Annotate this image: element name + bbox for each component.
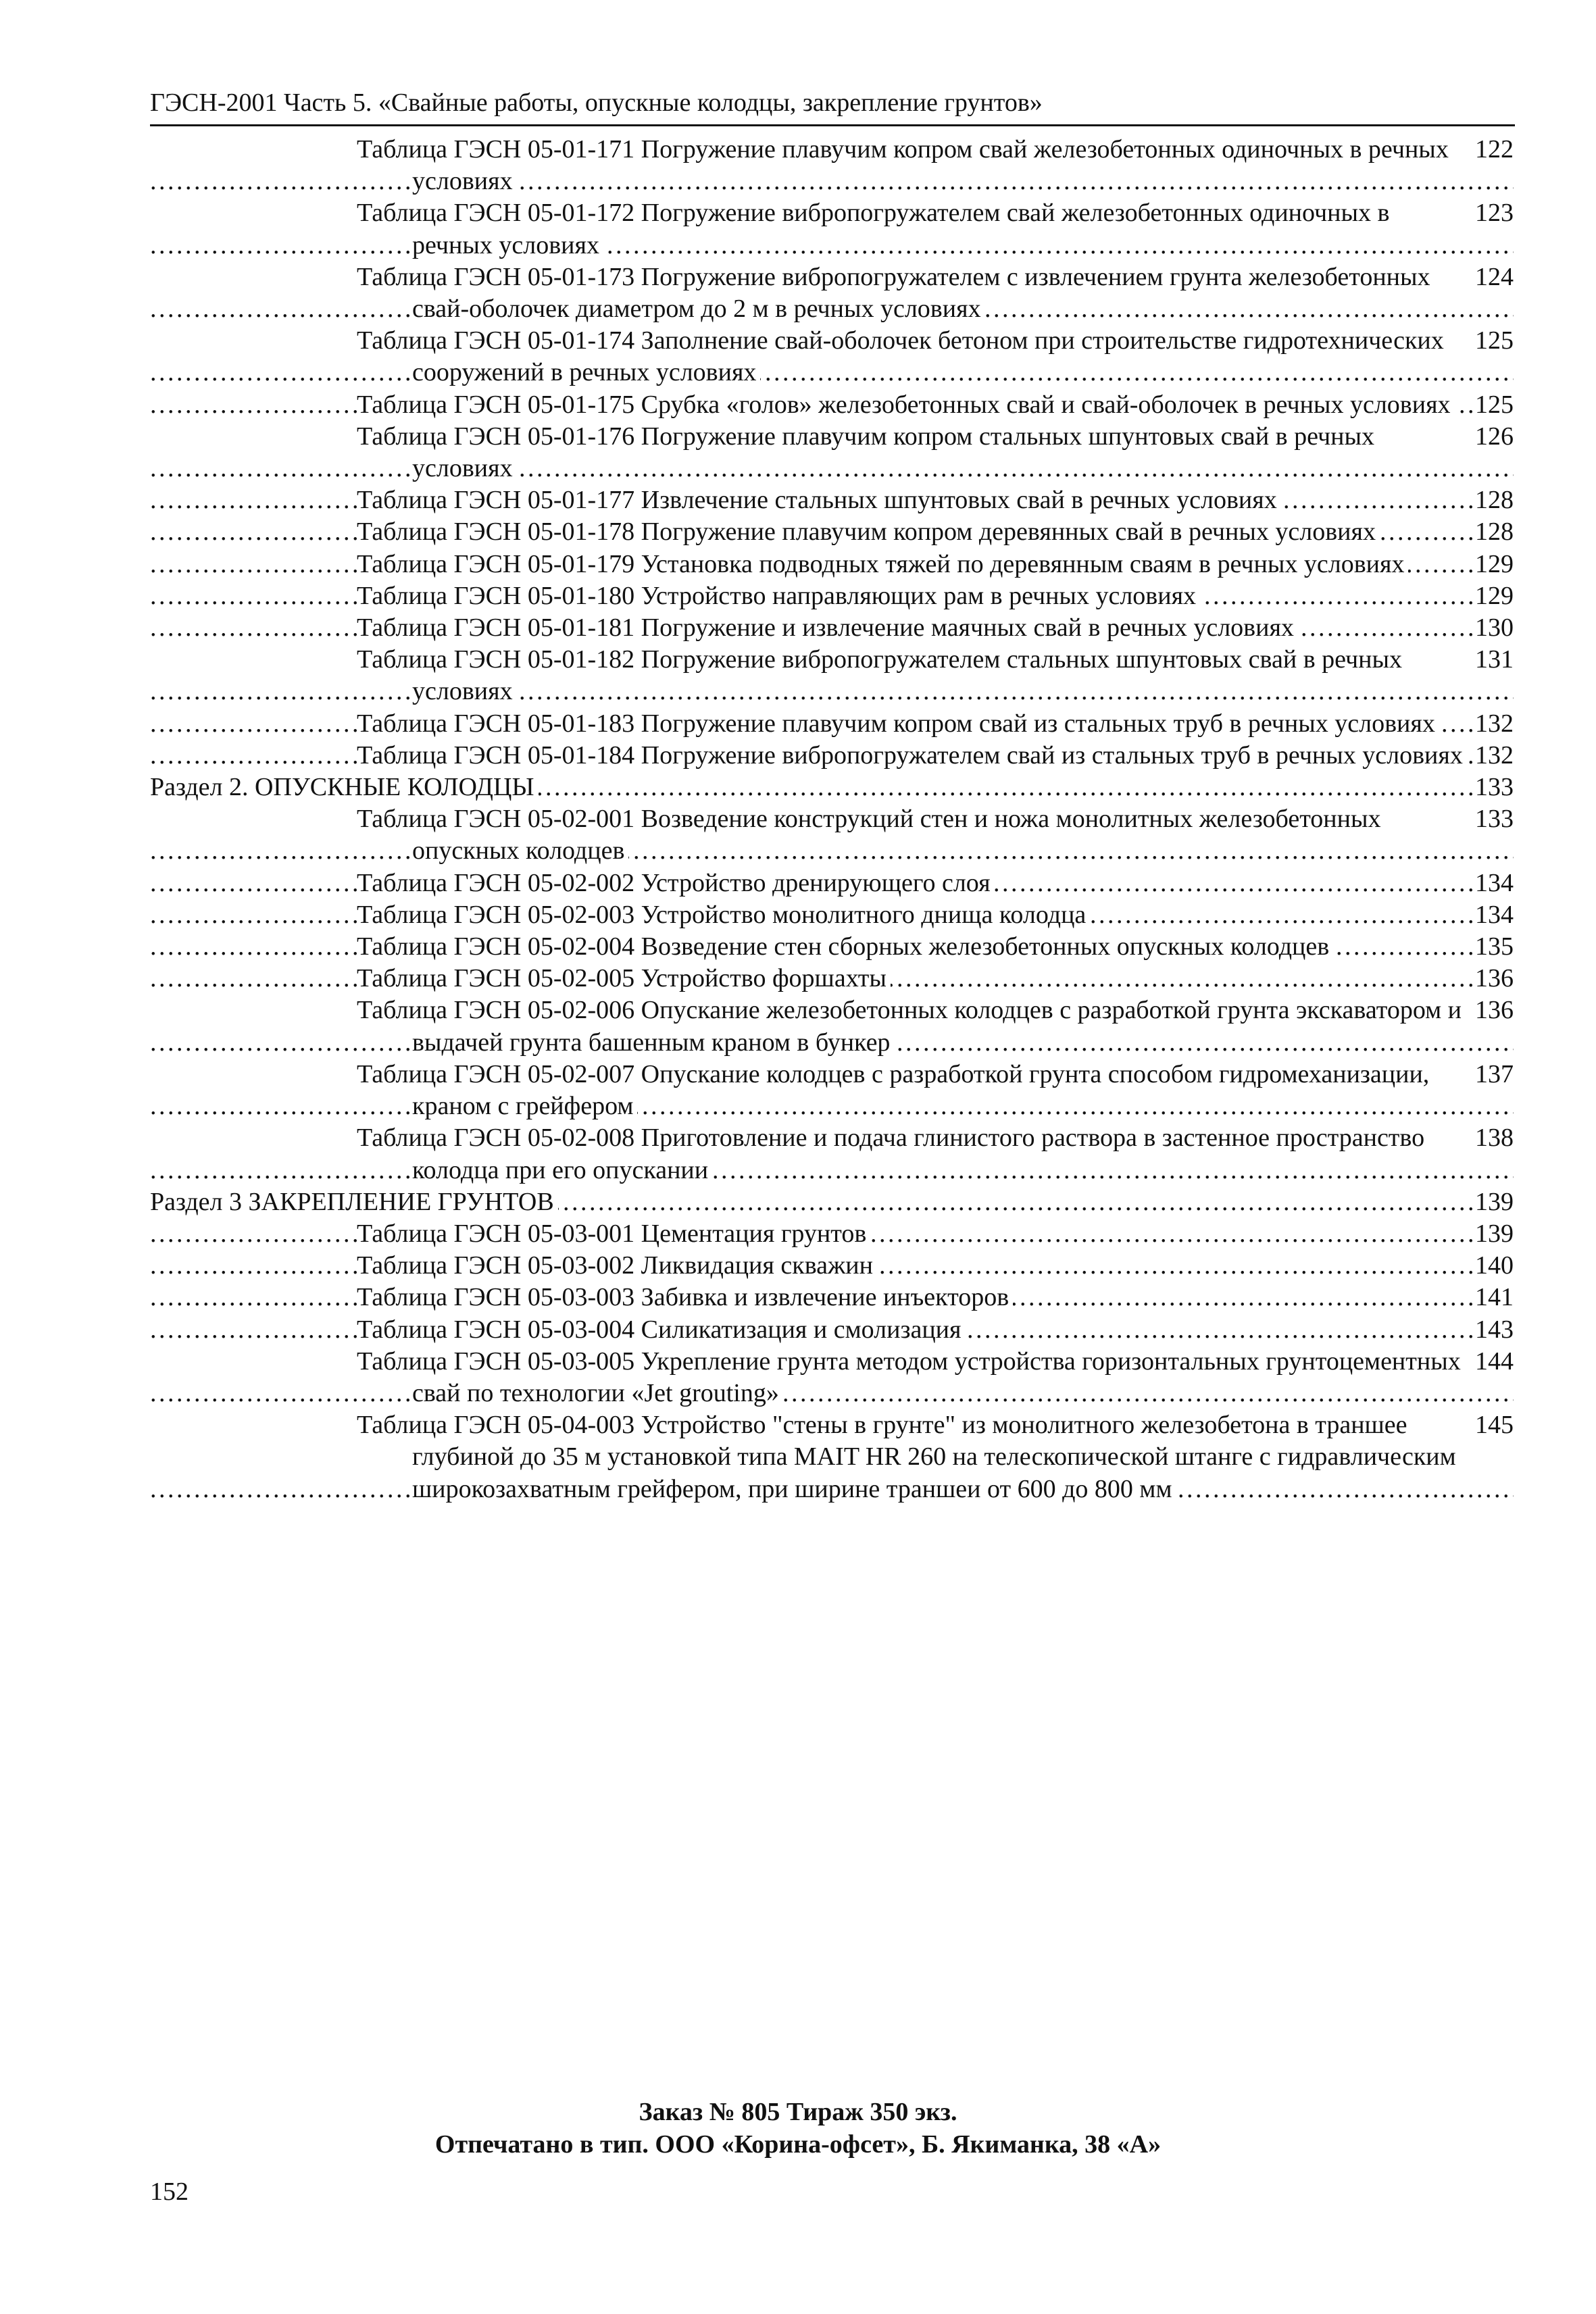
toc-page-number: 129 bbox=[1472, 549, 1514, 580]
toc-entry-title: Таблица ГЭСН 05-01-172 Погружение вибропогружателем свай железобетонных одиночных в речных условиях bbox=[357, 199, 1390, 259]
toc-page-number: 143 bbox=[1472, 1314, 1514, 1346]
toc-page-number: 139 bbox=[1472, 1218, 1514, 1250]
toc-entry-title: Таблица ГЭСН 05-03-001 Цементация грунтов bbox=[357, 1219, 870, 1248]
toc-table-entry bbox=[150, 899, 1514, 931]
toc-page-number: 132 bbox=[1472, 740, 1514, 772]
toc-entry-title: Таблица ГЭСН 05-03-004 Силикатизация и смолизация bbox=[357, 1315, 965, 1344]
toc-table-entry bbox=[150, 1122, 1514, 1186]
toc-page-number: 128 bbox=[1472, 484, 1514, 516]
toc-table-entry bbox=[150, 1059, 1514, 1122]
toc-table-entry bbox=[150, 197, 1514, 261]
toc-table-entry bbox=[150, 1218, 1514, 1250]
page-number: 152 bbox=[150, 2178, 189, 2206]
toc-table-entry bbox=[150, 740, 1514, 772]
table-of-contents bbox=[150, 134, 1514, 1505]
toc-table-entry bbox=[150, 995, 1514, 1058]
toc-table-entry bbox=[150, 1409, 1514, 1505]
toc-entry-title: Таблица ГЭСН 05-01-178 Погружение плавучим копром деревянных свай в речных условиях bbox=[357, 518, 1380, 546]
toc-entry-title: Таблица ГЭСН 05-03-002 Ликвидация скважин bbox=[357, 1251, 877, 1280]
toc-entry-title: Таблица ГЭСН 05-02-003 Устройство монолитного днища колодца bbox=[357, 901, 1090, 929]
toc-page-number: 130 bbox=[1472, 612, 1514, 644]
toc-entry-title: Таблица ГЭСН 05-01-179 Установка подводных тяжей по деревянным сваям в речных условиях bbox=[357, 550, 1408, 578]
toc-page-number: 135 bbox=[1472, 931, 1514, 963]
toc-page-number: 145 bbox=[1472, 1409, 1514, 1441]
toc-page-number: 139 bbox=[1472, 1186, 1514, 1218]
toc-table-entry bbox=[150, 421, 1514, 484]
toc-page-number: 144 bbox=[1472, 1346, 1514, 1378]
toc-page-number: 122 bbox=[1472, 134, 1514, 166]
toc-entry-title: Раздел 2. ОПУСКНЫЕ КОЛОДЦЫ bbox=[150, 773, 539, 801]
toc-entry-title: Таблица ГЭСН 05-02-001 Возведение конструкций стен и ножа монолитных железобетонных опускных колодцев bbox=[357, 805, 1381, 865]
toc-page-number: 123 bbox=[1472, 197, 1514, 229]
toc-table-entry bbox=[150, 134, 1514, 197]
toc-page-number: 126 bbox=[1472, 421, 1514, 453]
toc-page-number: 128 bbox=[1472, 516, 1514, 548]
running-header: ГЭСН-2001 Часть 5. «Свайные работы, опускные колодцы, закрепление грунтов» bbox=[150, 89, 1043, 117]
toc-page-number: 125 bbox=[1472, 389, 1514, 421]
toc-table-entry bbox=[150, 389, 1514, 421]
toc-page-number: 133 bbox=[1472, 803, 1514, 835]
toc-entry-title: Таблица ГЭСН 05-02-004 Возведение стен сборных железобетонных опускных колодцев bbox=[357, 932, 1333, 961]
toc-entry-title: Таблица ГЭСН 05-01-176 Погружение плавучим копром стальных шпунтовых свай в речных условиях bbox=[357, 422, 1375, 483]
toc-table-entry bbox=[150, 644, 1514, 707]
toc-table-entry bbox=[150, 963, 1514, 995]
toc-page-number: 138 bbox=[1472, 1122, 1514, 1154]
toc-page-number: 132 bbox=[1472, 708, 1514, 740]
toc-entry-title: Таблица ГЭСН 05-01-175 Срубка «голов» железобетонных свай и свай-оболочек в речных условиях bbox=[357, 391, 1455, 419]
toc-entry-title: Таблица ГЭСН 05-01-177 Извлечение стальных шпунтовых свай в речных условиях bbox=[357, 486, 1281, 514]
toc-entry-title: Таблица ГЭСН 05-03-005 Укрепление грунта методом устройства горизонтальных грунтоцементных свай по технологии «Jet grouting» bbox=[357, 1347, 1461, 1407]
toc-table-entry bbox=[150, 612, 1514, 644]
toc-table-entry bbox=[150, 867, 1514, 899]
toc-entry-title: Таблица ГЭСН 05-01-173 Погружение вибропогружателем с извлечением грунта железобетонных свай-оболочек диаметром до 2 м в речных условиях bbox=[357, 262, 1430, 324]
toc-table-entry bbox=[150, 484, 1514, 516]
toc-table-entry bbox=[150, 803, 1514, 867]
toc-page-number: 133 bbox=[1472, 772, 1514, 803]
toc-entry-title: Таблица ГЭСН 05-01-182 Погружение вибропогружателем стальных шпунтовых свай в речных условиях bbox=[357, 645, 1403, 706]
toc-entry-title: Таблица ГЭСН 05-01-174 Заполнение свай-оболочек бетоном при строительстве гидротехнических сооружений в речных условиях bbox=[357, 326, 1444, 387]
imprint-printer-line: Отпечатано в тип. ООО «Корина-офсет», Б. Якиманка, 38 «А» bbox=[434, 2130, 1162, 2159]
toc-table-entry bbox=[150, 549, 1514, 580]
toc-page-number: 140 bbox=[1472, 1250, 1514, 1282]
toc-table-entry bbox=[150, 261, 1514, 325]
toc-entry-title: Таблица ГЭСН 05-02-006 Опускание железобетонных колодцев с разработкой грунта экскаватором и выдачей грунта башенным краном в бункер bbox=[357, 996, 1462, 1057]
toc-entry-title: Таблица ГЭСН 05-04-003 Устройство "стены в грунте" из монолитного железобетона в траншее глубиной до 35 м установкой типа MAIT HR 260 на телескопической штанге с гидравлическим широкозахватным грейфером, при ширине траншеи от 600 до 800 мм bbox=[357, 1411, 1456, 1503]
toc-section-entry bbox=[150, 772, 1514, 803]
toc-entry-title: Таблица ГЭСН 05-01-183 Погружение плавучим копром свай из стальных труб в речных условиях bbox=[357, 709, 1439, 738]
toc-table-entry bbox=[150, 1346, 1514, 1409]
toc-page-number: 134 bbox=[1472, 867, 1514, 899]
toc-entry-title: Раздел 3 ЗАКРЕПЛЕНИЕ ГРУНТОВ bbox=[150, 1188, 558, 1216]
toc-page-number: 125 bbox=[1472, 325, 1514, 357]
toc-table-entry bbox=[150, 580, 1514, 612]
toc-entry-title: Таблица ГЭСН 05-02-008 Приготовление и подача глинистого раствора в застенное пространство колодца при его опускании bbox=[357, 1124, 1425, 1184]
toc-entry-title: Таблица ГЭСН 05-02-005 Устройство форшахты bbox=[357, 964, 891, 992]
toc-table-entry bbox=[150, 325, 1514, 388]
toc-table-entry bbox=[150, 708, 1514, 740]
toc-entry-title: Таблица ГЭСН 05-01-171 Погружение плавучим копром свай железобетонных одиночных в речных условиях bbox=[357, 135, 1449, 196]
toc-table-entry bbox=[150, 931, 1514, 963]
toc-entry-title: Таблица ГЭСН 05-02-002 Устройство дренирующего слоя bbox=[357, 869, 995, 897]
toc-table-entry bbox=[150, 1314, 1514, 1346]
toc-page-number: 131 bbox=[1472, 644, 1514, 676]
toc-entry-title: Таблица ГЭСН 05-01-184 Погружение вибропогружателем свай из стальных труб в речных условиях bbox=[357, 741, 1467, 770]
imprint-order-line: Заказ № 805 Тираж 350 экз. bbox=[639, 2098, 957, 2126]
toc-entry-title: Таблица ГЭСН 05-02-007 Опускание колодцев с разработкой грунта способом гидромеханизации, краном с грейфером bbox=[357, 1059, 1430, 1121]
toc-table-entry bbox=[150, 1250, 1514, 1282]
header-rule bbox=[150, 124, 1515, 126]
toc-entry-title: Таблица ГЭСН 05-01-180 Устройство направляющих рам в речных условиях bbox=[357, 582, 1200, 610]
toc-entry-title: Таблица ГЭСН 05-03-003 Забивка и извлечение инъекторов bbox=[357, 1283, 1013, 1311]
toc-page-number: 124 bbox=[1472, 261, 1514, 293]
toc-table-entry bbox=[150, 516, 1514, 548]
toc-entry-title: Таблица ГЭСН 05-01-181 Погружение и извлечение маячных свай в речных условиях bbox=[357, 613, 1298, 642]
toc-page-number: 137 bbox=[1472, 1059, 1514, 1090]
toc-page-number: 134 bbox=[1472, 899, 1514, 931]
toc-page-number: 141 bbox=[1472, 1282, 1514, 1313]
toc-page-number: 136 bbox=[1472, 963, 1514, 995]
toc-page-number: 129 bbox=[1472, 580, 1514, 612]
toc-table-entry bbox=[150, 1282, 1514, 1313]
toc-section-entry bbox=[150, 1186, 1514, 1218]
toc-page-number: 136 bbox=[1472, 995, 1514, 1026]
